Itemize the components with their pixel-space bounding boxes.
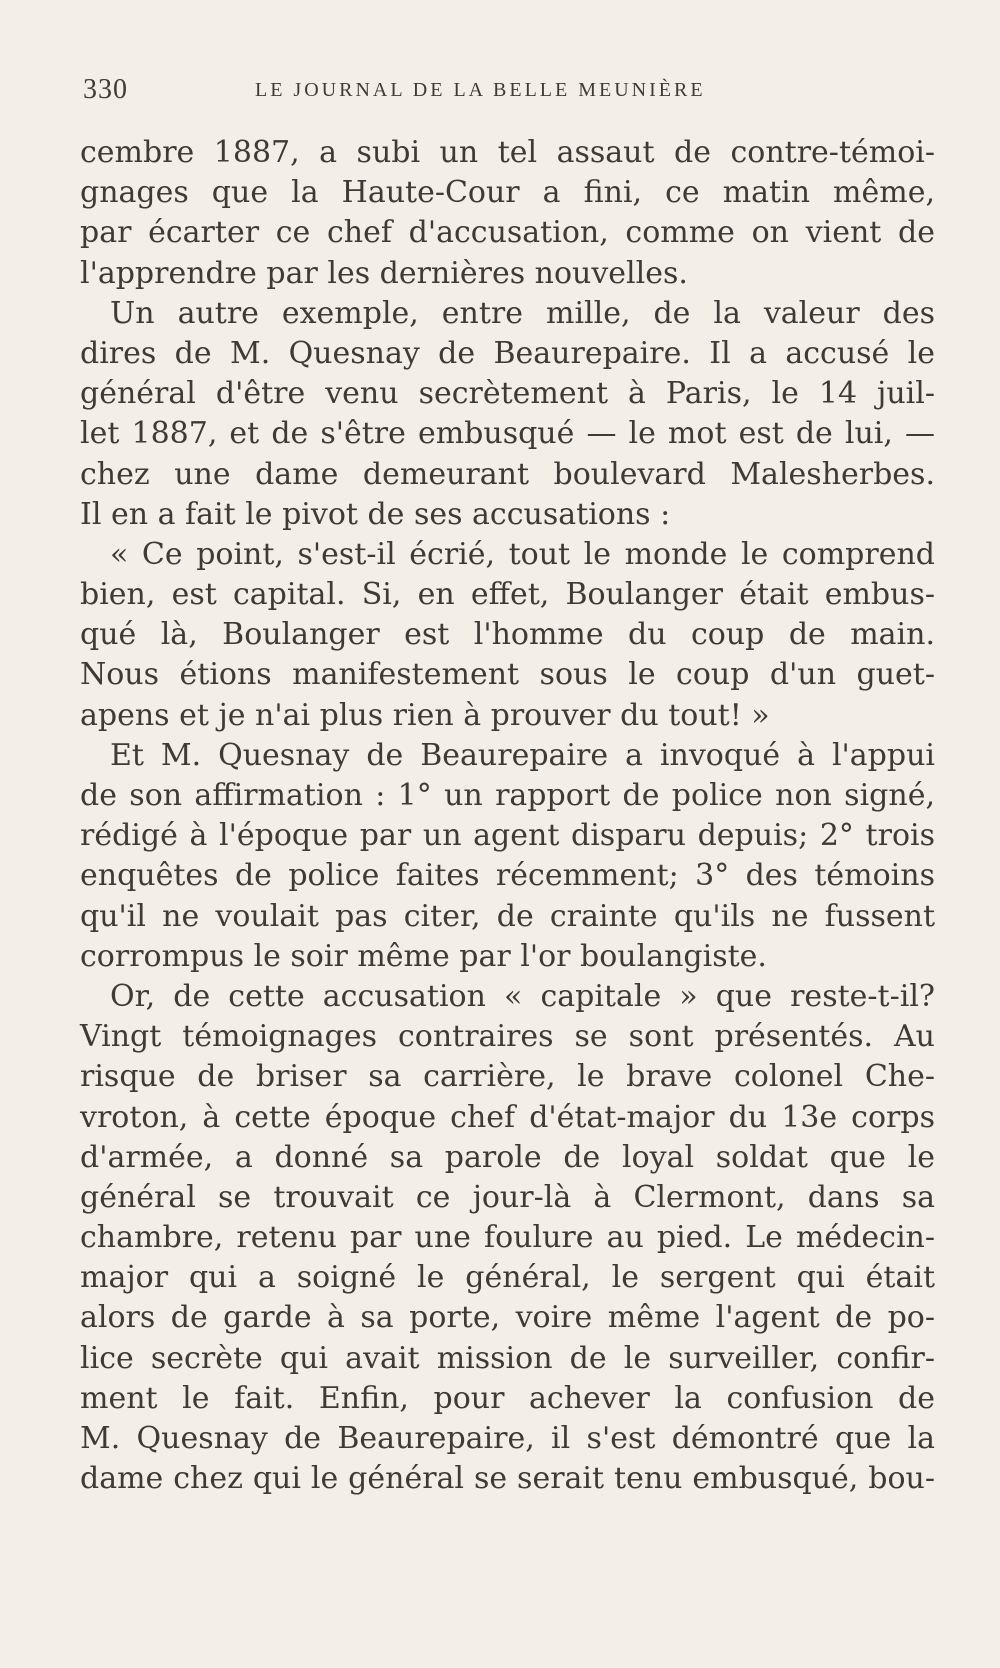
text-line: apens et je n'ai plus rien à prouver du tout! » xyxy=(80,697,770,733)
text-line: vroton, à cette époque chef d'état-major du 13e corps xyxy=(80,1099,935,1135)
text-line: par écarter ce chef d'accusation, comme on vient de xyxy=(80,215,935,251)
text-line: risque de briser sa carrière, le brave colonel Che- xyxy=(80,1059,935,1095)
text-line: chez une dame demeurant boulevard Malesherbes. xyxy=(80,456,935,492)
text-line: dires de M. Quesnay de Beaurepaire. Il a accusé le xyxy=(80,335,935,371)
text-line: rédigé à l'époque par un agent disparu depuis; 2° trois xyxy=(80,818,935,854)
text-line: qu'il ne voulait pas citer, de crainte qu'ils ne fussent xyxy=(80,898,935,934)
text-line: Et M. Quesnay de Beaurepaire a invoqué à l'appui xyxy=(110,737,935,773)
text-line: Il en a fait le pivot de ses accusations : xyxy=(80,496,671,532)
text-line: ment le fait. Enfin, pour achever la confusion de xyxy=(80,1380,935,1416)
running-head xyxy=(83,72,923,108)
text-line: Or, de cette accusation « capitale » que reste-t-il? xyxy=(110,978,935,1014)
text-line: lice secrète qui avait mission de le surveiller, confir- xyxy=(80,1340,935,1376)
text-line: cembre 1887, a subi un tel assaut de contre-témoi- xyxy=(80,135,935,170)
text-line: chambre, retenu par une foulure au pied. Le médecin- xyxy=(80,1220,935,1256)
text-line: qué là, Boulanger est l'homme du coup de main. xyxy=(80,617,935,653)
text-line: alors de garde à sa porte, voire même l'agent de po- xyxy=(80,1300,935,1336)
text-line: let 1887, et de s'être embusqué — le mot est de lui, — xyxy=(80,416,935,452)
text-line: gnages que la Haute-Cour a fini, ce matin même, xyxy=(80,175,935,211)
text-line: d'armée, a donné sa parole de loyal soldat que le xyxy=(80,1139,935,1175)
text-line: Nous étions manifestement sous le coup d'un guet- xyxy=(80,657,935,693)
text-line: l'apprendre par les dernières nouvelles. xyxy=(80,255,688,291)
text-line: M. Quesnay de Beaurepaire, il s'est démontré que la xyxy=(80,1421,935,1456)
text-line: corrompus le soir même par l'or boulangiste. xyxy=(80,938,767,974)
running-title: LE JOURNAL DE LA BELLE MEUNIÈRE xyxy=(255,78,706,101)
text-line: de son affirmation : 1° un rapport de police non signé, xyxy=(80,778,935,813)
text-line: Vingt témoignages contraires se sont présentés. Au xyxy=(80,1019,935,1055)
text-line: major qui a soigné le général, le sergent qui était xyxy=(80,1260,935,1296)
page-number: 330 xyxy=(83,74,128,105)
text-line: général se trouvait ce jour-là à Clermont, dans sa xyxy=(80,1179,935,1215)
text-line: enquêtes de police faites récemment; 3° des témoins xyxy=(80,858,935,894)
text-line: bien, est capital. Si, en effet, Boulanger était embus- xyxy=(80,577,935,613)
text-line: dame chez qui le général se serait tenu embusqué, bou- xyxy=(80,1461,935,1497)
text-line: général d'être venu secrètement à Paris, le 14 juil- xyxy=(80,376,935,412)
text-line: Un autre exemple, entre mille, de la valeur des xyxy=(110,295,935,331)
text-line: « Ce point, s'est-il écrié, tout le monde le comprend xyxy=(110,536,935,572)
body-text xyxy=(80,133,935,1499)
